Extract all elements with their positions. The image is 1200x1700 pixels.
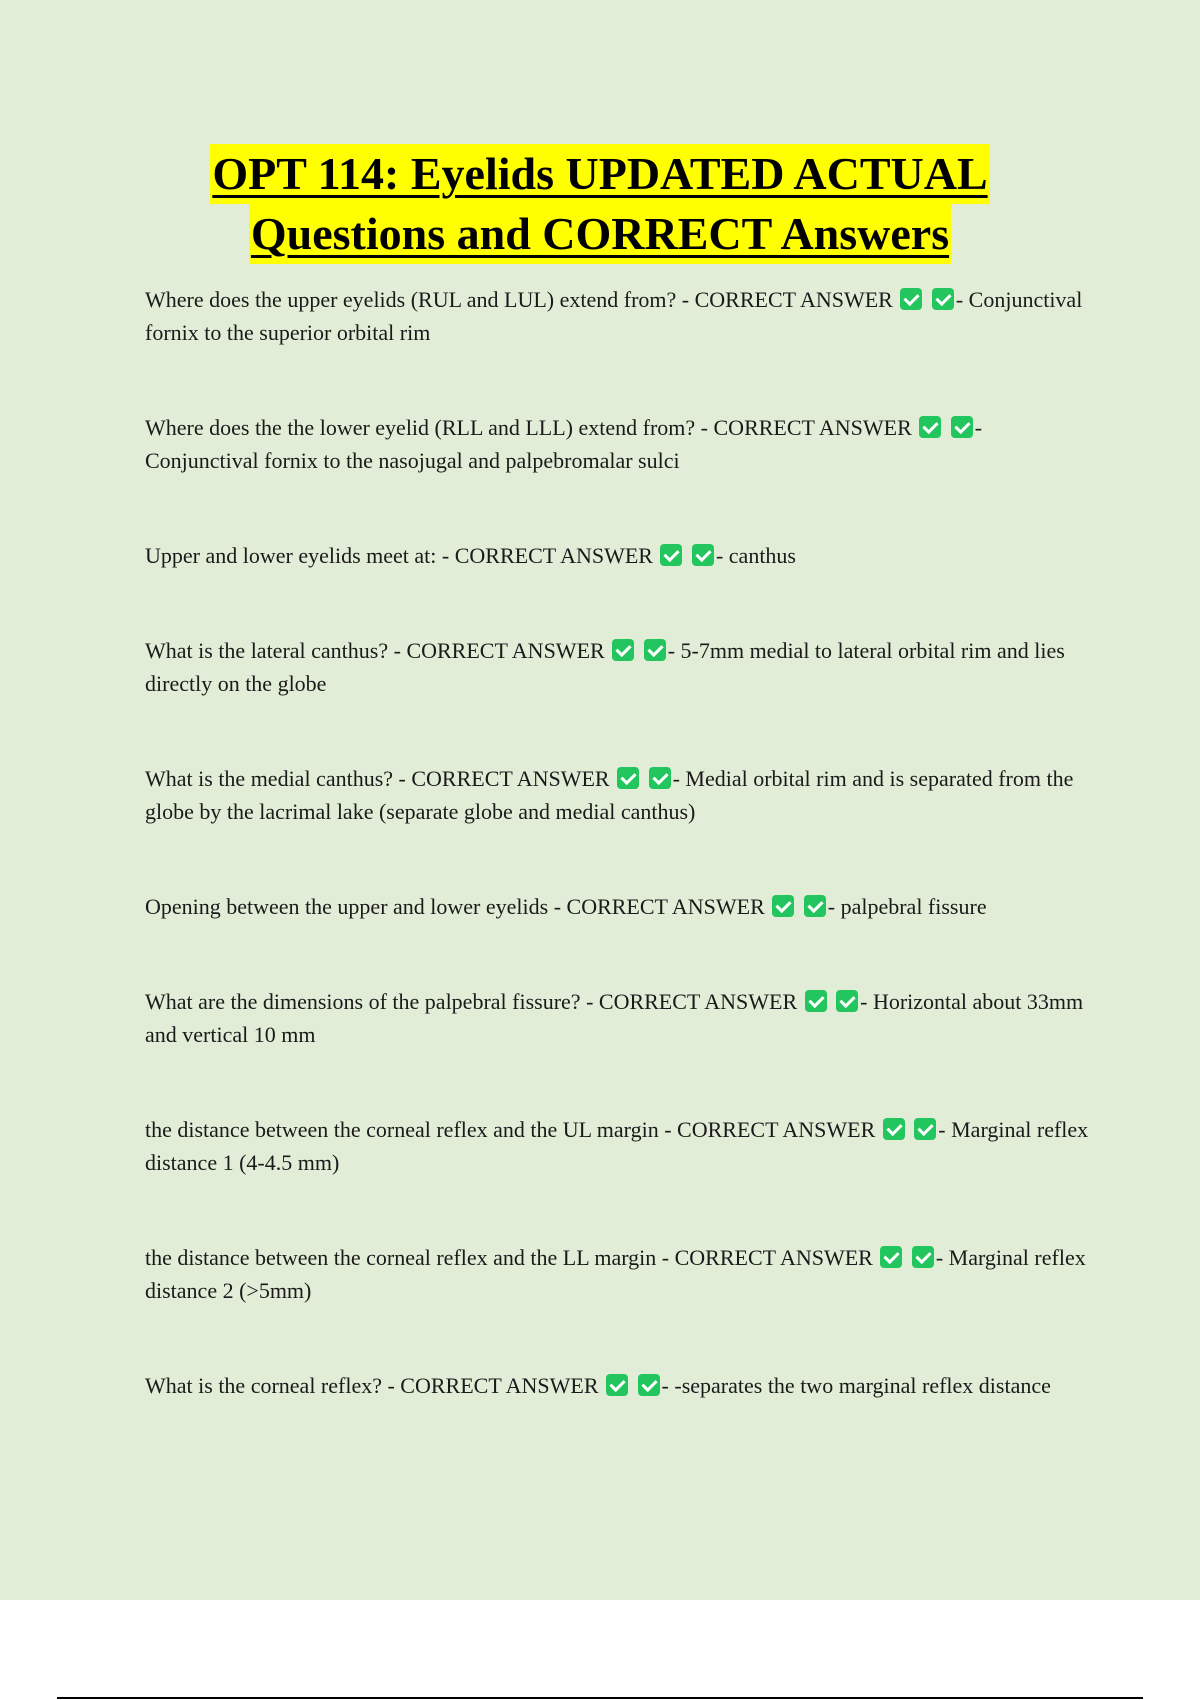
question-text: Where does the the lower eyelid (RLL and LLL) extend from? - CORRECT ANSWER (145, 415, 912, 440)
check-icon (880, 1246, 902, 1268)
answer-text: - Horizontal about 33mm and vertical 10 mm (145, 989, 1084, 1047)
check-icon (914, 1118, 936, 1140)
question-text: Upper and lower eyelids meet at: - CORRECT ANSWER (145, 543, 653, 568)
answer-text: - -separates the two marginal reflex distance (661, 1373, 1051, 1398)
question-text: Opening between the upper and lower eyelids - CORRECT ANSWER (145, 894, 765, 919)
answer-text: - Conjunctival fornix to the superior orbital rim (145, 287, 1083, 345)
check-icon (644, 639, 666, 661)
qa-item (145, 1241, 1095, 1307)
check-icon (606, 1374, 628, 1396)
title-line-1: OPT 114: Eyelids UPDATED ACTUAL (210, 144, 989, 204)
check-icon (617, 767, 639, 789)
check-icon (692, 544, 714, 566)
title-line-2: Questions and CORRECT Answers (249, 204, 951, 264)
question-text: the distance between the corneal reflex and the UL margin - CORRECT ANSWER (145, 1117, 876, 1142)
check-icon (660, 544, 682, 566)
qa-item (145, 539, 1095, 572)
qa-item (145, 411, 1095, 477)
question-text: What are the dimensions of the palpebral fissure? - CORRECT ANSWER (145, 989, 798, 1014)
qa-item (145, 283, 1095, 349)
answer-text: - palpebral fissure (827, 894, 987, 919)
footer-divider (57, 1697, 1143, 1699)
answer-text: - Medial orbital rim and is separated from the globe by the lacrimal lake (separate globe and medial canthus) (145, 766, 1074, 824)
check-icon (649, 767, 671, 789)
check-icon (912, 1246, 934, 1268)
question-text: What is the medial canthus? - CORRECT ANSWER (145, 766, 610, 791)
qa-item (145, 634, 1095, 700)
answer-text: - Marginal reflex distance 2 (>5mm) (145, 1245, 1086, 1303)
question-text: What is the lateral canthus? - CORRECT ANSWER (145, 638, 605, 663)
check-icon (951, 416, 973, 438)
check-icon (932, 288, 954, 310)
page-title (0, 144, 1200, 264)
check-icon (805, 990, 827, 1012)
qa-item (145, 1113, 1095, 1179)
check-icon (638, 1374, 660, 1396)
check-icon (883, 1118, 905, 1140)
check-icon (772, 895, 794, 917)
check-icon (612, 639, 634, 661)
qa-item (145, 762, 1095, 828)
qa-item (145, 890, 1095, 923)
qa-item (145, 985, 1095, 1051)
answer-text: - Conjunctival fornix to the nasojugal and palpebromalar sulci (145, 415, 983, 473)
answer-text: - Marginal reflex distance 1 (4-4.5 mm) (145, 1117, 1089, 1175)
question-text: the distance between the corneal reflex and the LL margin - CORRECT ANSWER (145, 1245, 873, 1270)
question-text: Where does the upper eyelids (RUL and LUL) extend from? - CORRECT ANSWER (145, 287, 893, 312)
check-icon (919, 416, 941, 438)
check-icon (836, 990, 858, 1012)
qa-item (145, 1369, 1095, 1402)
question-text: What is the corneal reflex? - CORRECT ANSWER (145, 1373, 599, 1398)
qa-list (145, 283, 1095, 1464)
check-icon (804, 895, 826, 917)
check-icon (900, 288, 922, 310)
answer-text: - 5-7mm medial to lateral orbital rim and lies directly on the globe (145, 638, 1065, 696)
answer-text: - canthus (715, 543, 796, 568)
